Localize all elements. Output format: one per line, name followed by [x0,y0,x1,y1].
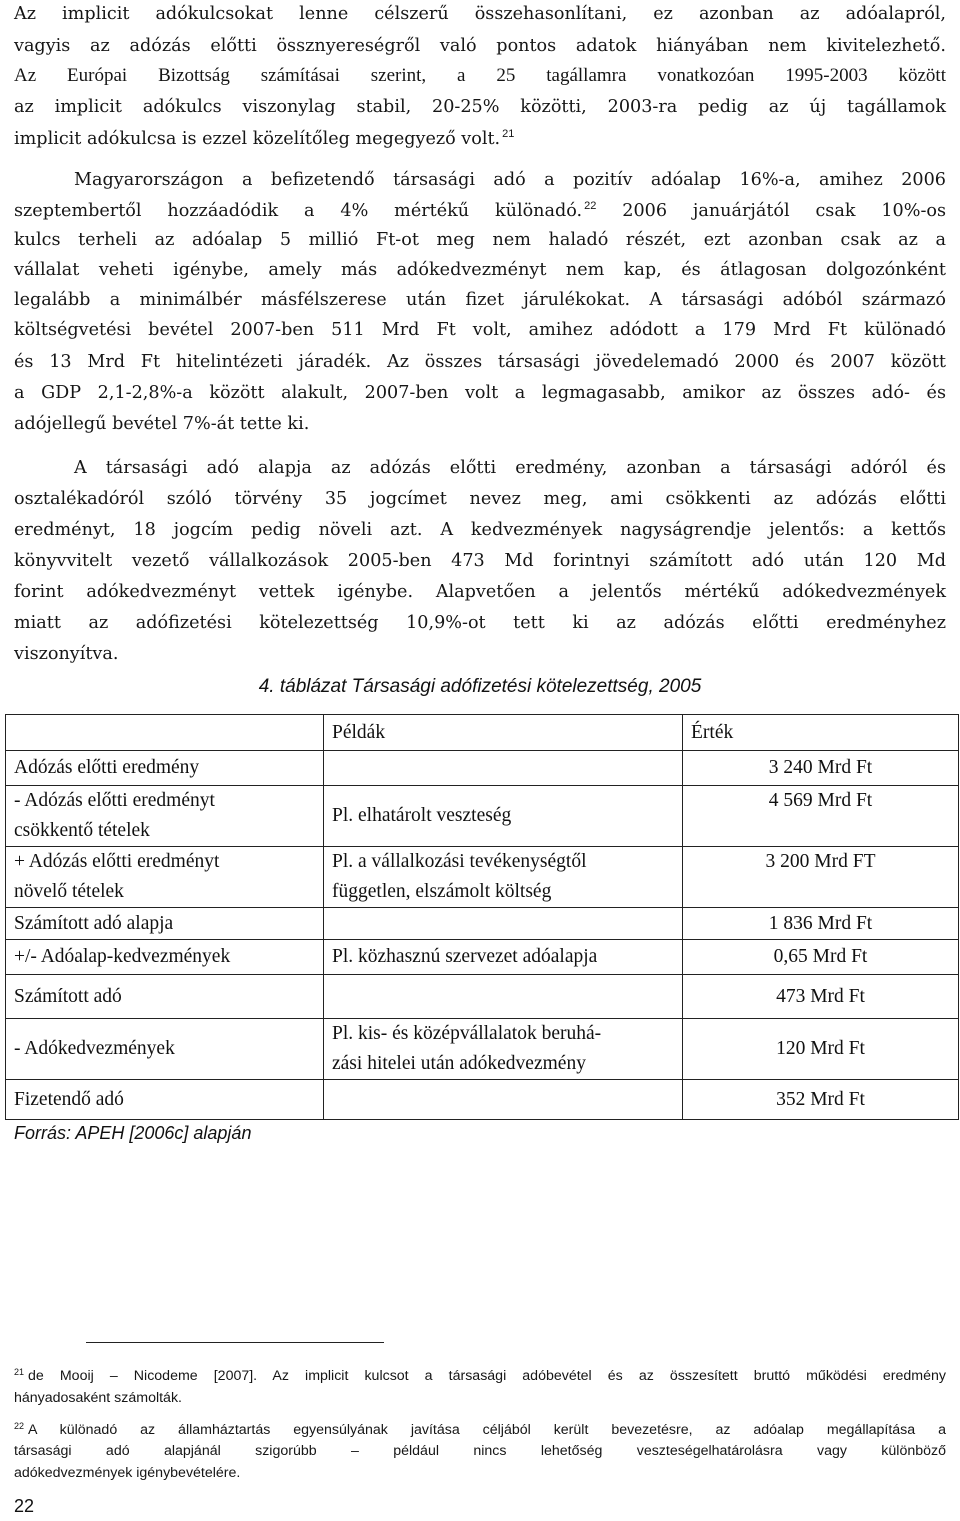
paragraph1-line-2: vagyis az adózás előtti össznyereségről való pontos adatok hiányában nem kivitelezhető. [14,36,946,56]
row-value: 352 Mrd Ft [683,1080,959,1120]
paragraph2-line-3: kulcs terheli az adóalap 5 millió Ft-ot meg nem haladó részét, ezt azonban csak az a [14,230,946,250]
footnote-separator [86,1342,384,1343]
footnote-ref-22[interactable]: 22 [584,200,597,212]
paragraph1-line-5: implicit adókulcsa is ezzel közelítőleg megegyező volt. $^{21}$ [14,128,515,149]
row-item: - Adókedvezmények [6,1019,324,1080]
row-example: Pl. közhasznú szervezet adóalapja [324,940,683,975]
table-row [6,1080,959,1120]
paragraph1-line-3: Az Európai Bizottság számításai szerint, a 25 tagállamra vonatkozóan 1995-2003 között [14,65,946,86]
table-header-examples: Példák [324,715,683,751]
table-row [6,847,959,908]
paragraph3-line-3: eredményt, 18 jogcím pedig növeli azt. A kedvezmények nagyságrendje jelentős: a kettős [14,520,946,540]
row-value: 3 240 Mrd Ft [683,751,959,786]
paragraph1-line-4: az implicit adókulcs viszonylag stabil, 20-25% közötti, 2003-ra pedig az új tagállamok [14,97,946,117]
footnote-21-line-1: $^{21}$ de Mooij – Nicodeme [2007]. Az implicit kulcsot a társasági adóbevétel és az összesített bruttó működési eredmény [14,1367,946,1384]
footnote-22-line-3: adókedvezmények igénybevételére. [14,1465,241,1481]
table-source: Forrás: APEH [2006c] alapján [14,1123,252,1143]
row-value: 3 200 Mrd FT [683,847,959,908]
table-row [6,940,959,975]
paragraph2-line-7: és 13 Mrd Ft hitelintézeti járadék. Az összes társasági jövedelemadó 2000 és 2007 között [14,352,946,372]
row-item: Számított adó alapja [6,908,324,940]
paragraph3-line-5: forint adókedvezményt vettek igénybe. Alapvetően a jelentős mértékű adókedvezmények [14,582,946,602]
paragraph3-line-2: osztalékadóról szóló törvény 35 jogcímet nevez meg, ami csökkenti az adózás előtti [14,489,946,509]
paragraph2-line-6: költségvetési bevétel 2007-ben 511 Mrd Ft volt, amihez adódott a 179 Mrd Ft különadó [14,320,946,340]
paragraph3-line-7: viszonyítva. [14,644,119,664]
paragraph3-line-1: A társasági adó alapja az adózás előtti eredmény, azonban a társasági adóról és [74,458,946,478]
row-value: 4 569 Mrd Ft [683,786,959,847]
tax-table [5,714,959,1120]
row-example [324,908,683,940]
paragraph2-line-1: Magyarországon a befizetendő társasági adó a pozitív adóalap 16%-a, amihez 2006 [74,170,946,190]
footnote-21-line-2: hányadosaként számolták. [14,1390,182,1406]
footnote-22-line-1: $^{22}$ A különadó az államháztartás egyensúlyának javítása céljából került bevezetésre, az adóalap megállapítása a [14,1421,946,1438]
row-value: 473 Mrd Ft [683,975,959,1019]
row-example: Pl. kis- és középvállalatok beruhá- zási hitelei után adókedvezmény [324,1019,683,1080]
paragraph2-line-8: a GDP 2,1-2,8%-a között alakult, 2007-ben volt a legmagasabb, amikor az összes adó- és [14,383,946,403]
row-example: Pl. elhatárolt veszteség [324,786,683,847]
row-example [324,1080,683,1120]
row-item: - Adózás előtti eredményt csökkentő tételek [6,786,324,847]
paragraph2-line-9: adójellegű bevétel 7%-át tette ki. [14,414,310,434]
table-row [6,975,959,1019]
table-header-row [6,715,959,751]
paragraph2-line-2: szeptembertől hozzáadódik a 4% mértékű különadó. $^{22}$ 2006 januárjától csak 10%-os [14,200,947,221]
paragraph3-line-4: könyvvitelt vezető vállalkozások 2005-ben 473 Md forintnyi számított adó után 120 Md [14,551,946,571]
paragraph2-line-4: vállalat veheti igénybe, amely más adókedvezményt nem kap, és átlagosan dolgozónként [14,260,946,280]
footnote-ref-21[interactable]: 21 [502,128,515,140]
row-example [324,975,683,1019]
row-item: Adózás előtti eredmény [6,751,324,786]
paragraph3-line-6: miatt az adófizetési kötelezettség 10,9%-ot tett ki az adózás előtti eredményhez [14,613,946,633]
row-item: Számított adó [6,975,324,1019]
table-row [6,751,959,786]
paragraph2-line-5: legalább a minimálbér másfélszerese után fizet járulékokat. A társasági adóból származó [14,290,946,310]
paragraph1-line-1: Az implicit adókulcsokat lenne célszerű összehasonlítani, ez azonban az adóalapról, [14,4,946,24]
row-item: +/- Adóalap-kedvezmények [6,940,324,975]
table-header-item [6,715,324,751]
row-item: Fizetendő adó [6,1080,324,1120]
table-row [6,1019,959,1080]
table-caption: 4. táblázat Társasági adófizetési kötelezettség, 2005 [258,676,702,697]
row-value: 0,65 Mrd Ft [683,940,959,975]
table-header-value: Érték [683,715,959,751]
row-value: 1 836 Mrd Ft [683,908,959,940]
row-item: + Adózás előtti eredményt növelő tételek [6,847,324,908]
row-value: 120 Mrd Ft [683,1019,959,1080]
table-row [6,786,959,847]
table-row [6,908,959,940]
footnote-22-line-2: társasági adó alapjánál szigorúbb – például nincs lehetőség veszteségelhatárolásra vagy különböző [14,1443,946,1459]
row-example [324,751,683,786]
page-number: 22 [14,1496,35,1516]
row-example: Pl. a vállalkozási tevékenységtől független, elszámolt költség [324,847,683,908]
